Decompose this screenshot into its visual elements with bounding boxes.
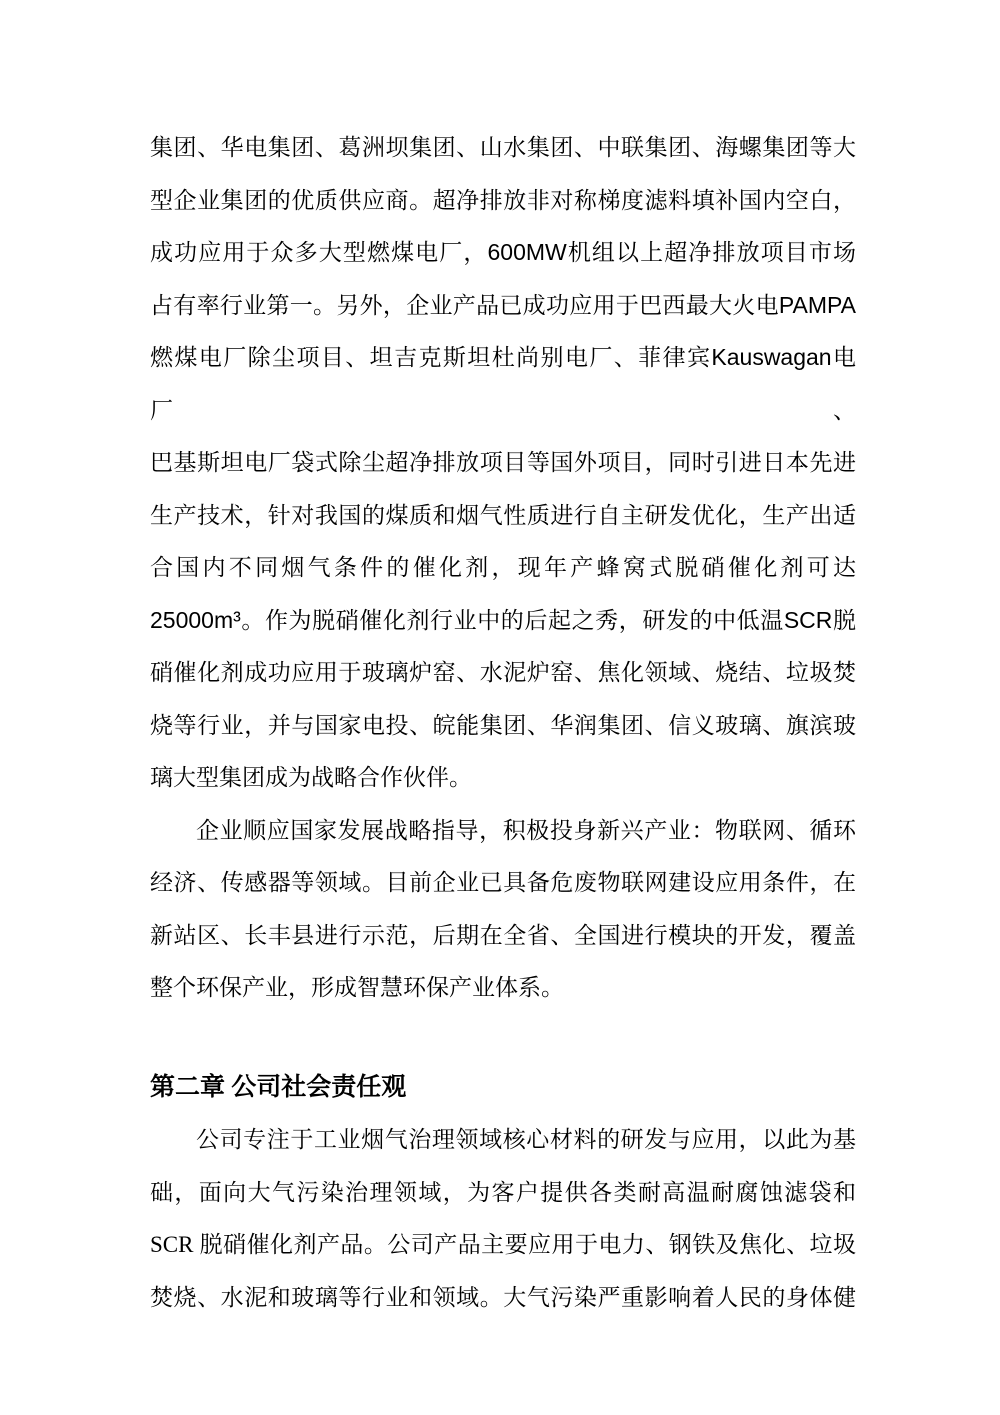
text-line: 巴基斯坦电厂袋式除尘超净排放项目等国外项目，同时引进日本先进 — [150, 449, 856, 475]
text-line: 生产技术，针对我国的煤质和烟气性质进行自主研发优化，生产出适 — [150, 501, 856, 528]
text-line: 经济、传感器等领域。目前企业已具备危废物联网建设应用条件，在 — [150, 869, 856, 895]
text-line: 占有率行业第一。另外，企业产品已成功应用于巴西最大火电PAMPA — [150, 291, 856, 318]
paragraph-social-responsibility — [150, 1114, 856, 1324]
text-line: 燃煤电厂除尘项目、坦吉克斯坦杜尚别电厂、菲律宾Kauswagan电厂、 — [150, 344, 856, 423]
text-line: 焚烧、水泥和玻璃等行业和领域。大气污染严重影响着人民的身体健 — [150, 1284, 856, 1310]
paragraph-company-overview — [150, 121, 856, 804]
text-line: 合国内不同烟气条件的催化剂，现年产蜂窝式脱硝催化剂可达 — [150, 554, 856, 580]
text-line: 础，面向大气污染治理领域，为客户提供各类耐高温耐腐蚀滤袋和 — [150, 1179, 856, 1205]
text-line: 整个环保产业，形成智慧环保产业体系。 — [150, 974, 564, 1000]
text-line: 成功应用于众多大型燃煤电厂，600MW机组以上超净排放项目市场 — [150, 239, 856, 265]
text-line: SCR 脱硝催化剂产品。公司产品主要应用于电力、钢铁及焦化、垃圾 — [150, 1232, 856, 1257]
text-line: 新站区、长丰县进行示范，后期在全省、全国进行模块的开发，覆盖 — [150, 921, 856, 948]
text-line: 烧等行业，并与国家电投、皖能集团、华润集团、信义玻璃、旗滨玻 — [150, 711, 856, 738]
text-line: 25000m³。作为脱硝催化剂行业中的后起之秀，研发的中低温SCR脱 — [150, 606, 856, 633]
text-line: 集团、华电集团、葛洲坝集团、山水集团、中联集团、海螺集团等大 — [150, 134, 856, 160]
paragraph-emerging-industries — [150, 804, 856, 1014]
text-line: 公司专注于工业烟气治理领域核心材料的研发与应用，以此为基 — [196, 1127, 856, 1152]
page-content — [150, 121, 856, 1324]
section-heading: 第二章 公司社会责任观 — [150, 1073, 407, 1101]
text-line: 型企业集团的优质供应商。超净排放非对称梯度滤料填补国内空白， — [150, 186, 856, 213]
text-line: 璃大型集团成为战略合作伙伴。 — [150, 764, 472, 790]
text-line: 硝催化剂成功应用于玻璃炉窑、水泥炉窑、焦化领域、烧结、垃圾焚 — [150, 659, 856, 685]
text-line: 企业顺应国家发展战略指导，积极投身新兴产业：物联网、循环 — [196, 816, 856, 843]
